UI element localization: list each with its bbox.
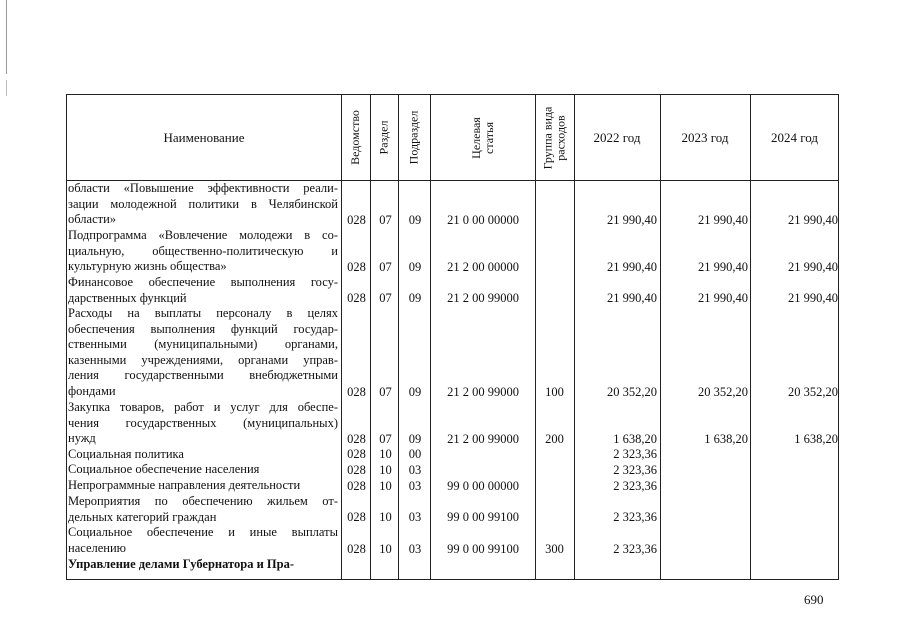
row-name-line: дарственных функций [68, 290, 187, 305]
row-name-line: дельных категорий граждан [68, 509, 217, 524]
celevaya-cell: 21 2 00 99000 [447, 385, 519, 399]
row-name-line: области «Повышение эффективности реали- [68, 181, 338, 195]
row-name [67, 462, 340, 478]
amount-2024-cell: 20 352,20 [788, 385, 838, 399]
razdel-cell: 10 [379, 510, 392, 524]
razdel-cell: 10 [379, 447, 392, 461]
header-gruppa-label [542, 106, 568, 169]
header-celevaya [430, 95, 535, 180]
row-name [67, 306, 340, 400]
row-name [67, 228, 340, 275]
header-celevaya-line2: статья [481, 121, 496, 154]
row-name-line: Закупка товаров, работ и услуг для обеспе- [68, 400, 338, 414]
budget-table [66, 94, 839, 580]
amount-2022-cell: 2 323,36 [613, 463, 657, 477]
amount-2022-cell: 20 352,20 [607, 385, 657, 399]
podrazdel-cell: 03 [408, 479, 422, 493]
podrazdel-cell: 09 [408, 432, 422, 446]
podrazdel-cell: 03 [408, 463, 422, 477]
header-razdel [370, 95, 398, 180]
row-name [67, 447, 340, 463]
header-vedomstvo [341, 95, 370, 180]
row-name-line: казенными учреждениями, органами управ- [68, 352, 338, 367]
header-2023 [660, 95, 750, 180]
row-name-line: области» [68, 212, 117, 227]
scan-edge-mark [6, 0, 7, 74]
podrazdel-cell: 03 [408, 510, 422, 524]
amount-2024-cell: 21 990,40 [788, 291, 838, 305]
header-gruppa [535, 95, 574, 180]
row-name-line: Подпрограмма «Вовлечение молодежи в со- [68, 228, 338, 242]
table-row [67, 447, 838, 462]
row-name [67, 181, 340, 228]
header-podrazdel-label: Подраздел [406, 110, 421, 165]
vedomstvo-cell: 028 [347, 447, 366, 461]
celevaya-cell: 21 0 00 00000 [447, 213, 519, 227]
row-name [67, 275, 340, 306]
header-gruppa-line1: Группа вида [540, 106, 555, 169]
row-name-line: Управление делами Губернатора и Пра- [68, 557, 294, 571]
page-number: 690 [804, 592, 824, 607]
amount-2022-cell: 21 990,40 [607, 291, 657, 305]
table-row [67, 275, 838, 306]
podrazdel-cell: 09 [408, 385, 422, 399]
vedomstvo-cell: 028 [347, 385, 366, 399]
razdel-cell: 10 [379, 463, 392, 477]
vedomstvo-cell: 028 [347, 463, 366, 477]
scan-edge-mark [6, 80, 7, 96]
vedomstvo-cell: 028 [347, 432, 366, 446]
row-name-line: Социальная политика [68, 447, 184, 461]
podrazdel-cell: 09 [408, 213, 422, 227]
gruppa-cell: 100 [545, 385, 564, 399]
vedomstvo-cell: 028 [347, 260, 366, 274]
podrazdel-cell: 00 [408, 447, 422, 461]
table-row [67, 462, 838, 478]
vedomstvo-cell: 028 [347, 479, 366, 493]
celevaya-cell: 99 0 00 99100 [447, 510, 519, 524]
razdel-cell: 07 [379, 291, 392, 305]
header-2022 [574, 95, 660, 180]
razdel-cell: 07 [379, 385, 392, 399]
amount-2022-cell: 2 323,36 [613, 542, 657, 556]
row-name-line: зации молодежной политики в Челябинской [68, 196, 338, 211]
row-name [67, 525, 340, 556]
vedomstvo-cell: 028 [347, 510, 366, 524]
header-gruppa-line2: расходов [553, 114, 568, 161]
table-row [67, 478, 838, 494]
row-name-line: циальную, общественно-политическую и [68, 243, 338, 258]
amount-2023-cell: 21 990,40 [698, 213, 748, 227]
amount-2022-cell: 21 990,40 [607, 213, 657, 227]
header-vedomstvo-label: Ведомство [348, 110, 363, 165]
gruppa-cell: 200 [545, 432, 564, 446]
row-name-line: Социальное обеспечение и иные выплаты [68, 525, 338, 539]
header-celevaya-line1: Целевая [468, 116, 483, 159]
header-2023-label: 2023 год [681, 129, 729, 145]
podrazdel-cell: 03 [408, 542, 422, 556]
row-name-line: фондами [68, 383, 116, 398]
row-name [67, 557, 340, 573]
razdel-cell: 07 [379, 213, 392, 227]
row-name-line: населению [68, 540, 126, 555]
amount-2024-cell: 21 990,40 [788, 213, 838, 227]
table-row [67, 557, 838, 579]
table-row [67, 228, 838, 275]
podrazdel-cell: 09 [408, 291, 422, 305]
table-row [67, 525, 838, 557]
celevaya-cell: 21 2 00 99000 [447, 291, 519, 305]
razdel-cell: 07 [379, 432, 392, 446]
row-name-line: чения государственных (муниципальных) [68, 415, 338, 430]
razdel-cell: 10 [379, 479, 392, 493]
row-name [67, 494, 340, 525]
row-name-line: культурную жизнь общества» [68, 259, 227, 274]
vedomstvo-cell: 028 [347, 542, 366, 556]
header-podrazdel [398, 95, 430, 180]
row-name-line: Мероприятия по обеспечению жильем от- [68, 494, 338, 508]
header-celevaya-label [469, 117, 495, 159]
gruppa-cell: 300 [545, 542, 564, 556]
table-row [67, 181, 838, 228]
header-name [67, 95, 341, 180]
row-name-line: ственными (муниципальными) органами, [68, 337, 338, 352]
table-row [67, 400, 838, 447]
amount-2022-cell: 2 323,36 [613, 447, 657, 461]
celevaya-cell: 21 2 00 00000 [447, 260, 519, 274]
row-name-line: ления государственными внебюджетными [68, 368, 338, 383]
table-row [67, 494, 838, 525]
amount-2024-cell: 1 638,20 [794, 432, 838, 446]
header-razdel-label: Раздел [376, 120, 391, 155]
amount-2023-cell: 1 638,20 [704, 432, 748, 446]
row-name-line: обеспечения выполнения функций государ- [68, 321, 338, 336]
amount-2022-cell: 21 990,40 [607, 260, 657, 274]
row-name-line: Расходы на выплаты персоналу в целях [68, 306, 338, 320]
celevaya-cell: 99 0 00 00000 [447, 479, 519, 493]
celevaya-cell: 21 2 00 99000 [447, 432, 519, 446]
amount-2022-cell: 2 323,36 [613, 510, 657, 524]
vedomstvo-cell: 028 [347, 213, 366, 227]
razdel-cell: 07 [379, 260, 392, 274]
amount-2024-cell: 21 990,40 [788, 260, 838, 274]
amount-2022-cell: 1 638,20 [613, 432, 657, 446]
header-2022-label: 2022 год [593, 129, 641, 145]
amount-2023-cell: 20 352,20 [698, 385, 748, 399]
row-name-line: Социальное обеспечение населения [68, 462, 260, 476]
row-name [67, 400, 340, 447]
amount-2023-cell: 21 990,40 [698, 291, 748, 305]
celevaya-cell: 99 0 00 99100 [447, 542, 519, 556]
header-2024 [750, 95, 839, 180]
vedomstvo-cell: 028 [347, 291, 366, 305]
row-name-line: Непрограммные направления деятельности [68, 478, 301, 492]
row-name [67, 478, 340, 494]
row-name-line: нужд [68, 431, 96, 446]
table-row [67, 306, 838, 400]
amount-2022-cell: 2 323,36 [613, 479, 657, 493]
header-2024-label: 2024 год [771, 129, 818, 145]
amount-2023-cell: 21 990,40 [698, 260, 748, 274]
row-name-line: Финансовое обеспечение выполнения госу- [68, 275, 338, 289]
header-name-label: Наименование [163, 129, 245, 145]
razdel-cell: 10 [379, 542, 392, 556]
podrazdel-cell: 09 [408, 260, 422, 274]
